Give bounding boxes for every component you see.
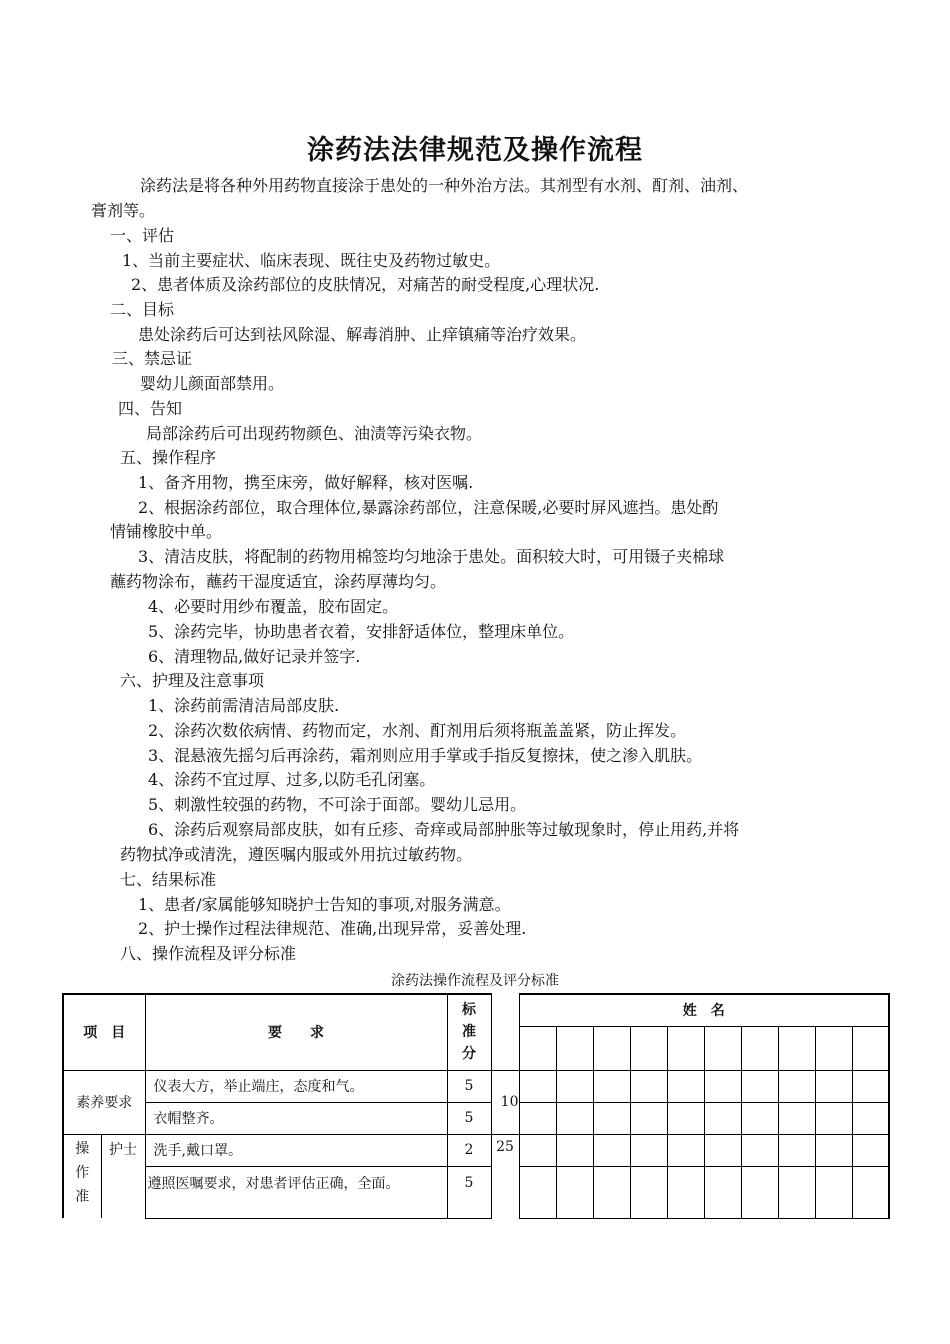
header-standard-char-2: 准	[462, 1024, 476, 1041]
category-operation-char-3: 准	[75, 1188, 90, 1205]
section-7-heading: 七、结果标准	[120, 870, 217, 889]
section-6-heading: 六、护理及注意事项	[120, 671, 265, 690]
section-1-item-2: 2、患者体质及涂药部位的皮肤情况，对痛苦的耐受程度,心理状况.	[131, 275, 600, 294]
section-8-heading: 八、操作流程及评分标准	[120, 944, 297, 963]
page-title: 涂药法法律规范及操作流程	[307, 135, 643, 166]
category-operation	[63, 1134, 101, 1218]
header-gap	[491, 994, 519, 1070]
name-cell[interactable]	[852, 1026, 889, 1070]
intro-line-2: 膏剂等。	[91, 201, 156, 220]
section-5-item-5: 5、涂药完毕，协助患者衣着，安排舒适体位，整理床单位。	[148, 622, 575, 641]
header-standard-char-1: 标	[462, 1002, 476, 1019]
section-6-item-2: 2、涂药次数依病情、药物而定，水剂、酊剂用后须将瓶盖盖紧，防止挥发。	[148, 721, 687, 740]
grade-cell[interactable]	[778, 1166, 815, 1218]
section-1-heading: 一、评估	[110, 226, 175, 245]
grade-cell[interactable]	[630, 1070, 667, 1102]
subtotal-cell: 10	[491, 1070, 519, 1134]
requirement-cell: 洗手,戴口罩。	[145, 1134, 447, 1166]
requirement-cell: 遵照医嘱要求，对患者评估正确，全面。	[145, 1166, 447, 1218]
grade-cell[interactable]	[519, 1134, 556, 1166]
grade-cell[interactable]	[556, 1102, 593, 1134]
score-cell: 5	[447, 1166, 491, 1218]
subtotal-cell: 25	[491, 1134, 519, 1218]
header-standard-score	[447, 994, 491, 1070]
grade-cell[interactable]	[519, 1070, 556, 1102]
score-cell: 5	[447, 1070, 491, 1102]
grade-cell[interactable]	[630, 1134, 667, 1166]
subcategory-nurse: 护士	[101, 1134, 145, 1218]
grade-cell[interactable]	[519, 1166, 556, 1218]
grade-cell[interactable]	[704, 1102, 741, 1134]
section-7-item-1: 1、患者/家属能够知晓护士告知的事项,对服务满意。	[138, 895, 511, 914]
grade-cell[interactable]	[556, 1166, 593, 1218]
grade-cell[interactable]	[704, 1134, 741, 1166]
section-5-item-6: 6、清理物品,做好记录并签字.	[148, 647, 361, 666]
section-5-item-3b: 蘸药物涂布，蘸药干湿度适宜，涂药厚薄均匀。	[110, 572, 447, 591]
name-cell[interactable]	[593, 1026, 630, 1070]
section-5-item-1: 1、备齐用物，携至床旁，做好解释，核对医嘱.	[138, 473, 474, 492]
requirement-cell: 衣帽整齐。	[145, 1102, 447, 1134]
section-6-item-1: 1、涂药前需清洁局部皮肤.	[148, 696, 340, 715]
grade-cell[interactable]	[852, 1134, 889, 1166]
grade-cell[interactable]	[815, 1166, 852, 1218]
section-4-text: 局部涂药后可出现药物颜色、油渍等污染衣物。	[146, 424, 483, 443]
section-4-heading: 四、告知	[118, 399, 183, 418]
section-7-item-2: 2、护士操作过程法律规范、准确,出现异常，妥善处理.	[138, 919, 527, 938]
section-6-item-3: 3、混悬液先摇匀后再涂药，霜剂则应用手掌或手指反复擦抹，使之渗入肌肤。	[148, 746, 703, 765]
grade-cell[interactable]	[778, 1070, 815, 1102]
section-6-item-4: 4、涂药不宜过厚、过多,以防毛孔闭塞。	[148, 770, 436, 789]
name-cell[interactable]	[704, 1026, 741, 1070]
grade-cell[interactable]	[667, 1134, 704, 1166]
name-cell[interactable]	[778, 1026, 815, 1070]
grade-cell[interactable]	[593, 1134, 630, 1166]
section-5-item-4: 4、必要时用纱布覆盖，胶布固定。	[148, 597, 399, 616]
name-cell[interactable]	[556, 1026, 593, 1070]
grade-cell[interactable]	[815, 1102, 852, 1134]
grade-cell[interactable]	[778, 1134, 815, 1166]
requirement-cell: 仪表大方，举止端庄，态度和气。	[145, 1070, 447, 1102]
score-cell: 5	[447, 1102, 491, 1134]
grade-cell[interactable]	[704, 1166, 741, 1218]
section-2-text: 患处涂药后可达到祛风除湿、解毒消肿、止痒镇痛等治疗效果。	[138, 325, 587, 344]
grade-cell[interactable]	[741, 1166, 778, 1218]
section-6-item-6b: 药物拭净或清洗，遵医嘱内服或外用抗过敏药物。	[120, 845, 473, 864]
grade-cell[interactable]	[630, 1102, 667, 1134]
grade-cell[interactable]	[741, 1102, 778, 1134]
grade-cell[interactable]	[704, 1070, 741, 1102]
section-3-heading: 三、禁忌证	[112, 349, 193, 368]
grade-cell[interactable]	[741, 1134, 778, 1166]
section-6-item-6a: 6、涂药后观察局部皮肤，如有丘疹、奇痒或局部肿胀等过敏现象时，停止用药,并将	[148, 820, 740, 839]
category-operation-char-1: 操	[75, 1140, 90, 1157]
grade-cell[interactable]	[593, 1102, 630, 1134]
grade-cell[interactable]	[667, 1166, 704, 1218]
grade-cell[interactable]	[667, 1102, 704, 1134]
name-cell[interactable]	[630, 1026, 667, 1070]
section-5-item-3a: 3、清洁皮肤，将配制的药物用棉签均匀地涂于患处。面积较大时，可用镊子夹棉球	[138, 547, 725, 566]
section-6-item-5: 5、刺激性较强的药物，不可涂于面部。婴幼儿忌用。	[148, 795, 527, 814]
header-item: 项 目	[63, 994, 145, 1070]
section-1-item-1: 1、当前主要症状、临床表现、既往史及药物过敏史。	[122, 251, 501, 270]
name-cell[interactable]	[815, 1026, 852, 1070]
scoring-table	[62, 993, 890, 1219]
grade-cell[interactable]	[852, 1102, 889, 1134]
grade-cell[interactable]	[593, 1166, 630, 1218]
header-name: 姓 名	[519, 994, 889, 1026]
grade-cell[interactable]	[778, 1102, 815, 1134]
section-5-item-2b: 情铺橡胶中单。	[110, 522, 223, 541]
name-cell[interactable]	[741, 1026, 778, 1070]
intro-line-1: 涂药法是将各种外用药物直接涂于患处的一种外治方法。其剂型有水剂、酊剂、油剂、	[140, 176, 749, 195]
header-standard-char-3: 分	[462, 1046, 476, 1063]
grade-cell[interactable]	[852, 1070, 889, 1102]
name-cell[interactable]	[667, 1026, 704, 1070]
grade-cell[interactable]	[556, 1134, 593, 1166]
name-cell[interactable]	[519, 1026, 556, 1070]
grade-cell[interactable]	[630, 1166, 667, 1218]
grade-cell[interactable]	[741, 1070, 778, 1102]
category-appearance: 素养要求	[63, 1070, 145, 1134]
section-2-heading: 二、目标	[110, 300, 175, 319]
grade-cell[interactable]	[815, 1070, 852, 1102]
section-5-item-2a: 2、根据涂药部位，取合理体位,暴露涂药部位，注意保暖,必要时屏风遮挡。患处酌	[138, 498, 719, 517]
table-caption: 涂药法操作流程及评分标准	[391, 973, 559, 989]
grade-cell[interactable]	[519, 1102, 556, 1134]
grade-cell[interactable]	[593, 1070, 630, 1102]
grade-cell[interactable]	[556, 1070, 593, 1102]
grade-cell[interactable]	[667, 1070, 704, 1102]
section-3-text: 婴幼儿颜面部禁用。	[140, 374, 285, 393]
header-requirement: 要 求	[145, 994, 447, 1070]
score-cell: 2	[447, 1134, 491, 1166]
category-operation-char-2: 作	[75, 1164, 90, 1181]
grade-cell[interactable]	[852, 1166, 889, 1218]
grade-cell[interactable]	[815, 1134, 852, 1166]
section-5-heading: 五、操作程序	[120, 448, 217, 467]
